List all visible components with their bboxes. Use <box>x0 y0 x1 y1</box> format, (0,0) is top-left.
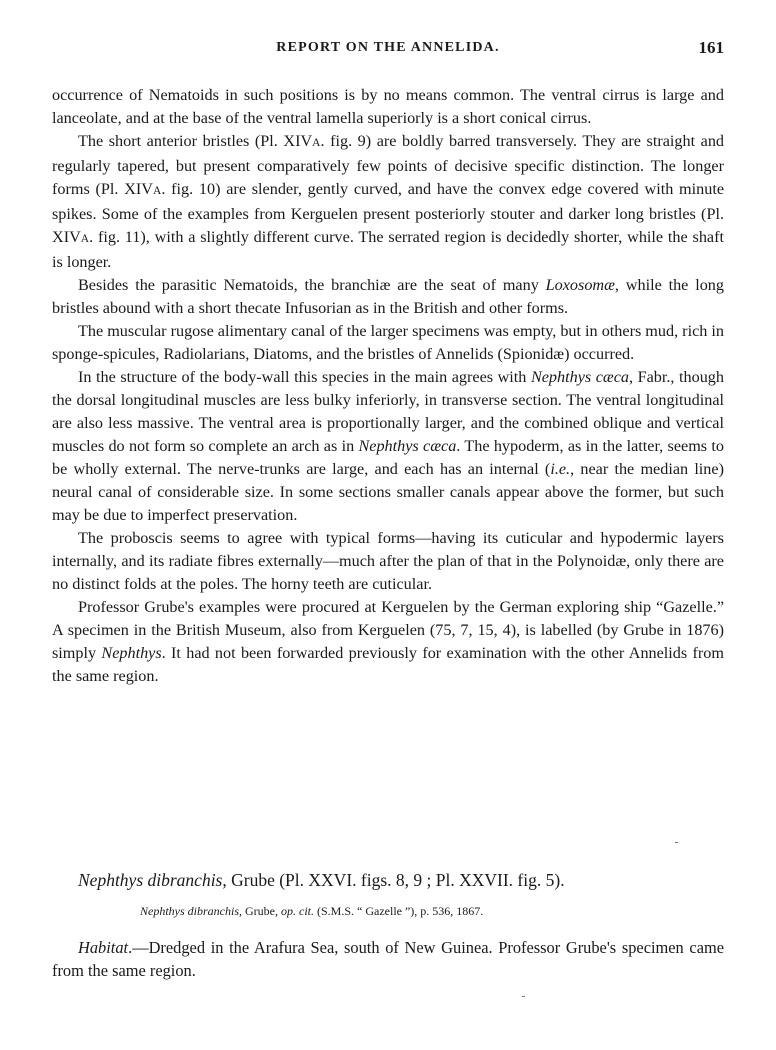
species-name: Nephthys dibranchis <box>78 870 223 890</box>
citation-name: Nephthys dibranchis <box>140 904 239 918</box>
text-run: Professor Grube's examples were procured at Kerguelen by the German exploring ship “Gazelle.” A specimen in the British Museum, also from Kerguelen (75, 7, 15, 4), is labelled (by Grube in 1876) simply <box>52 598 724 662</box>
body-paragraph <box>52 84 724 130</box>
text-run: . fig. 9) are boldly barred transversely. They are straight and regularly tapered, but present comparatively few points of decisive specific distinction. The longer forms (Pl. XIV <box>52 132 725 198</box>
body-paragraph <box>52 274 724 320</box>
text-run: . The hypoderm, as in the latter, seems to be wholly external. The nerve-trunks are large, and each has an internal ( <box>52 437 724 478</box>
text-run: . It had not been forwarded previously for examination with the other Annelids from the same region. <box>52 644 724 685</box>
citation-source: (S.M.S. “ Gazelle ”), p. 536, 1867. <box>314 904 484 918</box>
italic-term: Nephthys cæca <box>530 368 629 386</box>
text-run: The proboscis seems to agree with typical forms—having its cuticular and hypodermic layers internally, and its radiate fibres externally—much after the plan of that in the Polynoidæ, only there are no distinct folds at the poles. The horny teeth are cuticular. <box>52 529 724 593</box>
running-title: REPORT ON THE ANNELIDA. <box>276 40 500 55</box>
text-run: , while the long bristles abound with a short thecate Infusorian as in the British and other forms. <box>52 276 724 317</box>
text-run: , Fabr., though the dorsal longitudinal muscles are less bulky inferiorly, in transverse section. The ventral longitudinal are also less massive. The ventral area is proportionally larger, and the combined oblique and vertical muscles do not form so complete an arch as in <box>52 368 724 455</box>
italic-term: Loxosomæ <box>545 276 615 294</box>
text-run: A <box>80 233 90 245</box>
text-run: . fig. 10) are slender, gently curved, and have the convex edge covered with minute spikes. Some of the examples from Kerguelen present posteriorly stouter and darker long bristles (Pl. XIV <box>52 180 724 246</box>
text-run: The short anterior bristles (Pl. XIV <box>78 132 313 150</box>
print-speck <box>522 996 525 997</box>
species-citation <box>140 902 700 920</box>
body-paragraph <box>52 320 724 366</box>
body-paragraph <box>52 366 724 527</box>
body-paragraph <box>52 527 724 596</box>
text-run: The muscular rugose alimentary canal of the larger specimens was empty, but in others mud, rich in sponge-spicules, Radiolarians, Diatoms, and the bristles of Annelids (Spionidæ) occurred. <box>52 322 724 363</box>
text-run: In the structure of the body-wall this species in the main agrees with <box>78 368 531 386</box>
text-run: . fig. 11), with a slightly different curve. The serrated region is decidedly shorter, while the shaft is longer. <box>52 228 724 271</box>
italic-term: Nephthys <box>101 644 162 662</box>
body-paragraph <box>52 596 724 688</box>
text-run: A <box>312 137 321 149</box>
page-number: 161 <box>698 38 724 57</box>
species-heading <box>78 868 718 892</box>
text-run: A <box>153 185 162 197</box>
text-run: , near the median line) neural canal of considerable size. In some sections smaller canals appear above the former, but such may be due to imperfect preservation. <box>52 460 724 524</box>
body-text <box>52 84 724 688</box>
citation-op-cit: op. cit. <box>281 904 314 918</box>
citation-author: , Grube, <box>239 904 281 918</box>
italic-term: Nephthys cæca <box>358 437 457 455</box>
habitat-paragraph <box>52 936 724 982</box>
text-run: Besides the parasitic Nematoids, the branchiæ are the seat of many <box>78 276 546 294</box>
habitat-label: Habitat <box>78 938 129 957</box>
species-authority: , Grube (Pl. XXVI. figs. 8, 9 ; Pl. XXVII. fig. 5). <box>222 870 565 890</box>
running-header <box>52 40 724 64</box>
habitat-text: .—Dredged in the Arafura Sea, south of New Guinea. Professor Grube's specimen came from the same region. <box>52 938 724 980</box>
text-run: occurrence of Nematoids in such positions is by no means common. The ventral cirrus is large and lanceolate, and at the base of the ventral lamella superiorly is a short conical cirrus. <box>52 86 724 127</box>
print-speck <box>675 842 678 843</box>
habitat-section <box>52 936 724 982</box>
body-paragraph <box>52 130 724 274</box>
italic-term: i.e. <box>550 460 571 478</box>
